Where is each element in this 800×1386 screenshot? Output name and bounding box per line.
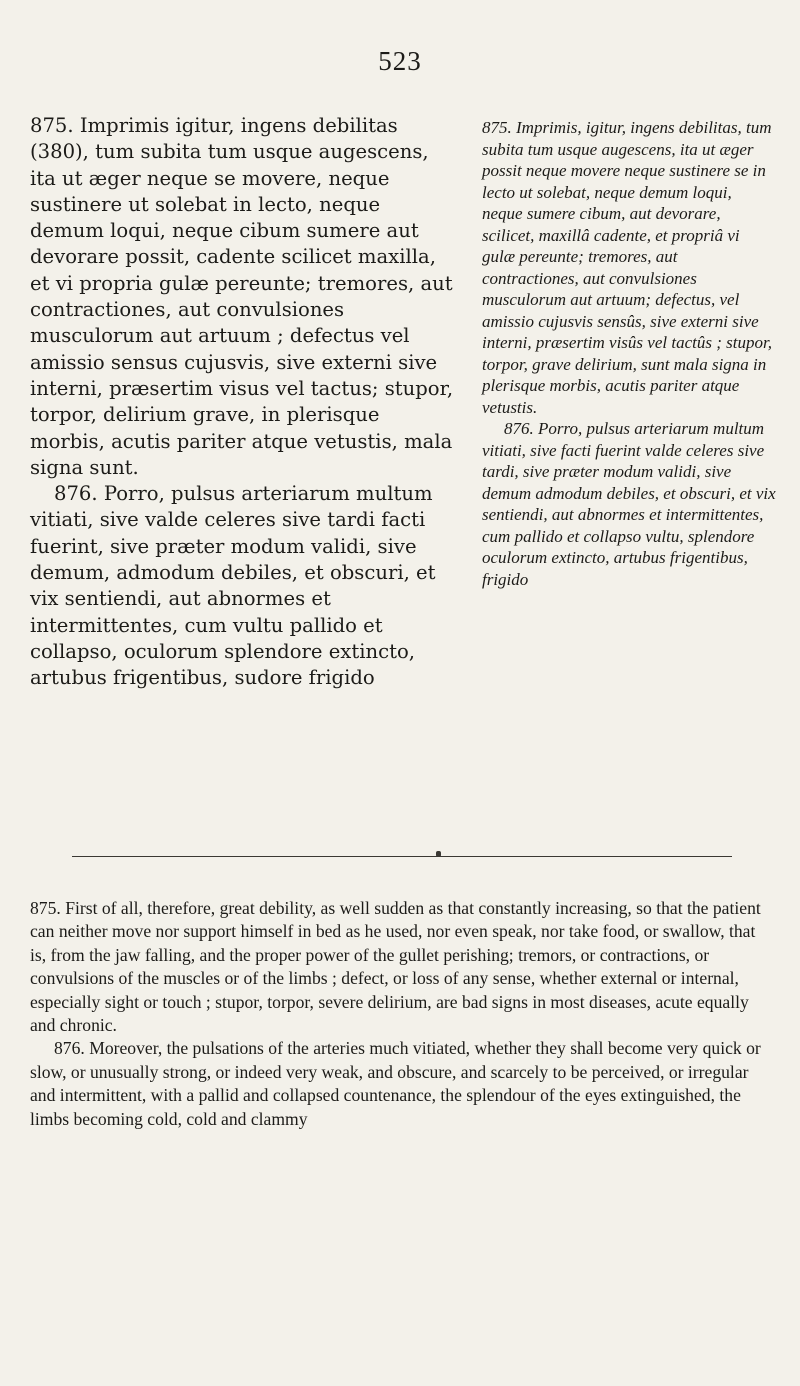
- ordo-paragraph-875: 875. Imprimis, igitur, ingens debilitas, tum subita tum usque augescens, ita ut æger possit neque movere neque sustinere se in lecto ut solebat, neque demum loqui, neque sumere cibum, aut devorare, scilicet, maxillâ cadente, et propriâ vi gulæ pereunte; tremores, aut contractiones, aut convulsiones musculorum aut artuum; defectus, vel amissio cujusvis sensûs, sive externi sive interni, præsertim visûs vel tactûs ; stupor, torpor, grave delirium, sunt mala signa in plerisque morbis, acutis pariter atque vetustis.: [482, 118, 772, 417]
- latin-main-column: [30, 113, 460, 692]
- english-translation: [30, 897, 775, 1131]
- latin-ordo-column: [482, 117, 776, 590]
- ordo-paragraph-876: 876. Porro, pulsus arteriarum multum vitiati, sive facti fuerint valde celeres sive tardi, sive præter modum validi, sive demum admodum debiles, et obscuri, et vix sentiendi, aut abnormes et intermittentes, cum pallido et collapso vultu, splendore oculorum extincto, artubus frigentibus, frigido: [482, 419, 776, 589]
- section-divider: [72, 856, 732, 857]
- divider-mark: [436, 851, 441, 857]
- page-number: 523: [378, 46, 422, 76]
- translation-paragraph-876: 876. Moreover, the pulsations of the arteries much vitiated, whether they shall become very quick or slow, or unusually strong, or indeed very weak, and obscure, and scarcely to be perceived, or irregular and intermittent, with a pallid and collapsed countenance, the splendour of the eyes extinguished, the limbs becoming cold, cold and clammy: [30, 1038, 761, 1129]
- translation-paragraph-875: 875. First of all, therefore, great debility, as well sudden as that constantly increasing, so that the patient can neither move nor support himself in bed as he used, nor even speak, nor take food, or swallow, that is, from the jaw falling, and the proper power of the gullet perishing; tremors, or contractions, or convulsions of the muscles or of the limbs ; defect, or loss of any sense, whether external or internal, especially sight or touch ; stupor, torpor, severe delirium, are bad signs in most diseases, acute equally and chronic.: [30, 898, 761, 1036]
- latin-paragraph-876: 876. Porro, pulsus arteriarum multum vitiati, sive valde celeres sive tardi facti fuerint, sive præter modum validi, sive demum, admodum debiles, et obscuri, et vix sentiendi, aut abnormes et intermittentes, cum vultu pallido et collapso, oculorum splendore extincto, artubus frigentibus, sudore frigido: [30, 482, 436, 690]
- latin-paragraph-875: 875. Imprimis igitur, ingens debilitas (380), tum subita tum usque augescens, ita ut æger neque se movere, neque sustinere ut solebat in lecto, neque demum loqui, neque cibum sumere aut devorare possit, cadente scilicet maxilla, et vi propria gulæ pereunte; tremores, aut contractiones, aut convulsiones musculorum aut artuum ; defectus vel amissio sensus cujusvis, sive externi sive interni, præsertim visus vel tactus; stupor, torpor, delirium grave, in plerisque morbis, acutis pariter atque vetustis, mala signa sunt.: [30, 114, 454, 479]
